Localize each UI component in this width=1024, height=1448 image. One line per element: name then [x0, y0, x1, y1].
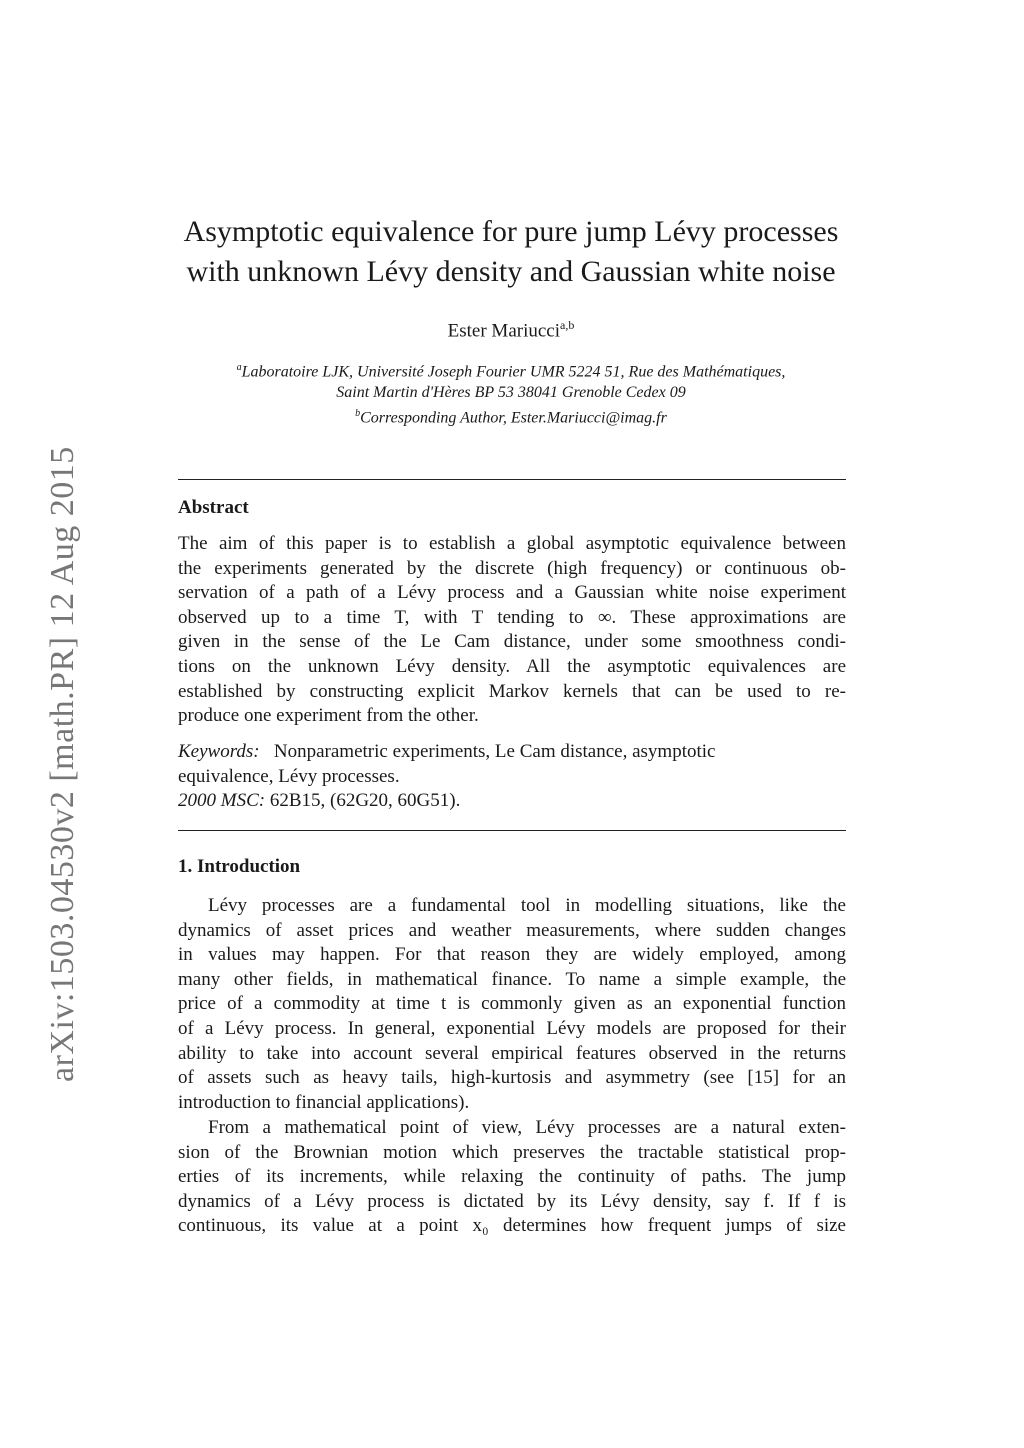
keywords-line	[178, 740, 846, 765]
paper-title	[150, 212, 872, 292]
top-rule	[178, 479, 846, 480]
title-line: with unknown Lévy density and Gaussian white noise	[186, 255, 836, 288]
body-line: dynamics of a Lévy process is dictated by its Lévy density, say f. If f is	[178, 1190, 846, 1212]
author-name: Ester Mariucci	[447, 320, 561, 342]
body-line: From a mathematical point of view, Lévy processes are a natural exten-	[208, 1117, 846, 1138]
abstract-line: the experiments generated by the discrete (high frequency) or continuous ob-	[178, 557, 846, 579]
affiliation-line	[150, 357, 872, 382]
affiliation-line	[150, 403, 872, 428]
keywords-label: Keywords:	[178, 741, 260, 762]
body-line: dynamics of asset prices and weather measurements, where sudden changes	[178, 919, 846, 941]
msc-codes: 62B15, (62G20, 60G51).	[269, 790, 461, 812]
affiliation-mark: a	[236, 362, 242, 373]
section-heading: 1. Introduction	[178, 856, 301, 877]
abstract-heading: Abstract	[178, 497, 249, 518]
body-line: erties of its increments, while relaxing the continuity of paths. The jump	[178, 1166, 846, 1188]
abstract-line: produce one experiment from the other.	[178, 705, 479, 727]
keywords-text: Nonparametric experiments, Le Cam distance, asymptotic	[273, 741, 716, 762]
affiliations	[150, 357, 872, 429]
body-line: in values may happen. For that reason they are widely employed, among	[178, 944, 846, 966]
abstract-line: established by constructing explicit Markov kernels that can be used to re-	[178, 680, 846, 702]
body-line: of assets such as heavy tails, high-kurtosis and asymmetry (see [15] for an	[178, 1067, 846, 1089]
intro-paragraph-1	[178, 894, 846, 1115]
body-line: continuous, its value at a point x₀ determines how frequent jumps of size	[178, 1215, 846, 1237]
intro-paragraph-2	[178, 1116, 846, 1239]
keywords-line: equivalence, Lévy processes.	[178, 765, 400, 787]
affiliation-line	[150, 382, 872, 403]
msc-line	[178, 789, 846, 814]
bottom-rule	[178, 830, 846, 831]
title-line: Asymptotic equivalence for pure jump Lévy processes	[183, 215, 839, 248]
msc-label: 2000 MSC:	[178, 790, 266, 812]
abstract-line: servation of a path of a Lévy process and a Gaussian white noise experiment	[178, 582, 846, 604]
body-line: ability to take into account several empirical features observed in the returns	[178, 1042, 846, 1064]
affiliation-text: Saint Martin d'Hères BP 53 38041 Grenoble Cedex 09	[336, 384, 686, 402]
body-line: Lévy processes are a fundamental tool in modelling situations, like the	[208, 895, 846, 916]
abstract-line: given in the sense of the Le Cam distance, under some smoothness condi-	[178, 631, 846, 653]
affiliation-text: Corresponding Author, Ester.Mariucci@imag.fr	[360, 409, 667, 427]
arxiv-identifier-stamp: arXiv:1503.04530v2 [math.PR] 12 Aug 2015	[44, 446, 81, 1082]
keywords-block	[178, 740, 846, 814]
abstract-body	[178, 532, 846, 729]
body-line: of a Lévy process. In general, exponential Lévy models are proposed for their	[178, 1017, 846, 1039]
author-line	[150, 318, 872, 342]
affiliation-mark: b	[355, 408, 361, 420]
author-marks: a,b	[560, 318, 575, 332]
body-line: sion of the Brownian motion which preserves the tractable statistical prop-	[178, 1141, 846, 1163]
affiliation-text: Laboratoire LJK, Université Joseph Fourier UMR 5224 51, Rue des Mathématiques,	[241, 363, 786, 381]
body-line: introduction to financial applications).	[178, 1091, 470, 1113]
abstract-line: The aim of this paper is to establish a global asymptotic equivalence between	[178, 533, 846, 554]
abstract-line: tions on the unknown Lévy density. All the asymptotic equivalences are	[178, 655, 846, 677]
abstract-line: observed up to a time T, with T tending to ∞. These approximations are	[178, 606, 846, 628]
body-line: price of a commodity at time t is commonly given as an exponential function	[178, 993, 846, 1015]
body-line: many other fields, in mathematical finance. To name a simple example, the	[178, 968, 846, 990]
